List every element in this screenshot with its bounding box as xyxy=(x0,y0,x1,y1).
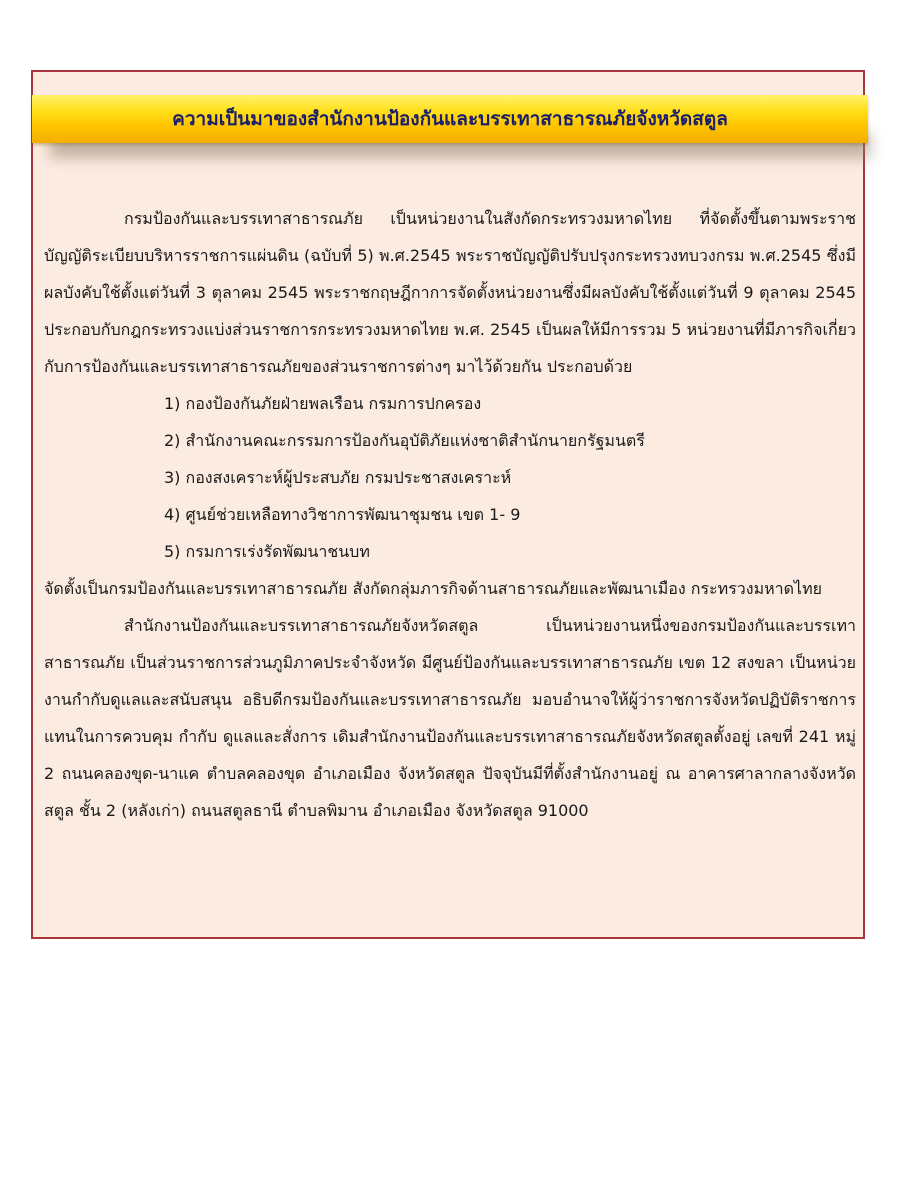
provincial-office-paragraph: สำนักงานป้องกันและบรรเทาสาธารณภัยจังหวัดสตูล เป็นหน่วยงานหนึ่งของกรมป้องกันและบรรเทาสาธารณภัย เป็นส่วนราชการส่วนภูมิภาคประจำจังหวัด มีศูนย์ป้องกันและบรรเทาสาธารณภัย เขต 12 สงขลา เป็นหน่วยงานกำกับดูแลและสนับสนุน อธิบดีกรมป้องกันและบรรเทาสาธารณภัย มอบอำนาจให้ผู้ว่าราชการจังหวัดปฏิบัติราชการแทนในการควบคุม กำกับ ดูแลและสั่งการ เดิมสำนักงานป้องกันและบรรเทาสาธารณภัยจังหวัดสตูลตั้งอยู่ เลขที่ 241 หมู่ 2 ถนนคลองขุด-นาแค ตำบลคลองขุด อำเภอเมือง จังหวัดสตูล ปัจจุบันมีที่ตั้งสำนักงานอยู่ ณ อาคารศาลากลางจังหวัดสตูล ชั้น 2 (หลังเก่า) ถนนสตูลธานี ตำบลพิมาน อำเภอเมือง จังหวัดสตูล 91000 xyxy=(44,616,856,820)
title-banner xyxy=(32,95,868,143)
list-item: 4) ศูนย์ช่วยเหลือทางวิชาการพัฒนาชุมชน เขต 1- 9 xyxy=(164,505,521,524)
merged-agencies-list xyxy=(44,385,856,570)
list-item: 5) กรมการเร่งรัดพัฒนาชนบท xyxy=(164,542,370,561)
list-item: 2) สำนักงานคณะกรรมการป้องกันอุบัติภัยแห่งชาติสำนักนายกรัฐมนตรี xyxy=(164,431,645,450)
article-body xyxy=(44,200,856,829)
establishment-paragraph: จัดตั้งเป็นกรมป้องกันและบรรเทาสาธารณภัย สังกัดกลุ่มภารกิจด้านสาธารณภัยและพัฒนาเมือง กระทรวงมหาดไทย xyxy=(44,579,823,598)
intro-paragraph: กรมป้องกันและบรรเทาสาธารณภัย เป็นหน่วยงานในสังกัดกระทรวงมหาดไทย ที่จัดตั้งขึ้นตามพระราชบัญญัติระเบียบบริหารราชการแผ่นดิน (ฉบับที่ 5) พ.ศ.2545 พระราชบัญญัติปรับปรุงกระทรวงทบวงกรม พ.ศ.2545 ซึ่งมีผลบังคับใช้ตั้งแต่วันที่ 3 ตุลาคม 2545 พระราชกฤษฎีกาการจัดตั้งหน่วยงานซึ่งมีผลบังคับใช้ตั้งแต่วันที่ 9 ตุลาคม 2545 ประกอบกับกฎกระทรวงแบ่งส่วนราชการกระทรวงมหาดไทย พ.ศ. 2545 เป็นผลให้มีการรวม 5 หน่วยงานที่มีภารกิจเกี่ยวกับการป้องกันและบรรเทาสาธารณภัยของส่วนราชการต่างๆ มาไว้ด้วยกัน ประกอบด้วย xyxy=(44,209,856,376)
list-item: 1) กองป้องกันภัยฝ่ายพลเรือน กรมการปกครอง xyxy=(164,394,482,413)
list-item: 3) กองสงเคราะห์ผู้ประสบภัย กรมประชาสงเคราะห์ xyxy=(164,468,512,487)
page-title: ความเป็นมาของสำนักงานป้องกันและบรรเทาสาธารณภัยจังหวัดสตูล xyxy=(172,108,728,130)
